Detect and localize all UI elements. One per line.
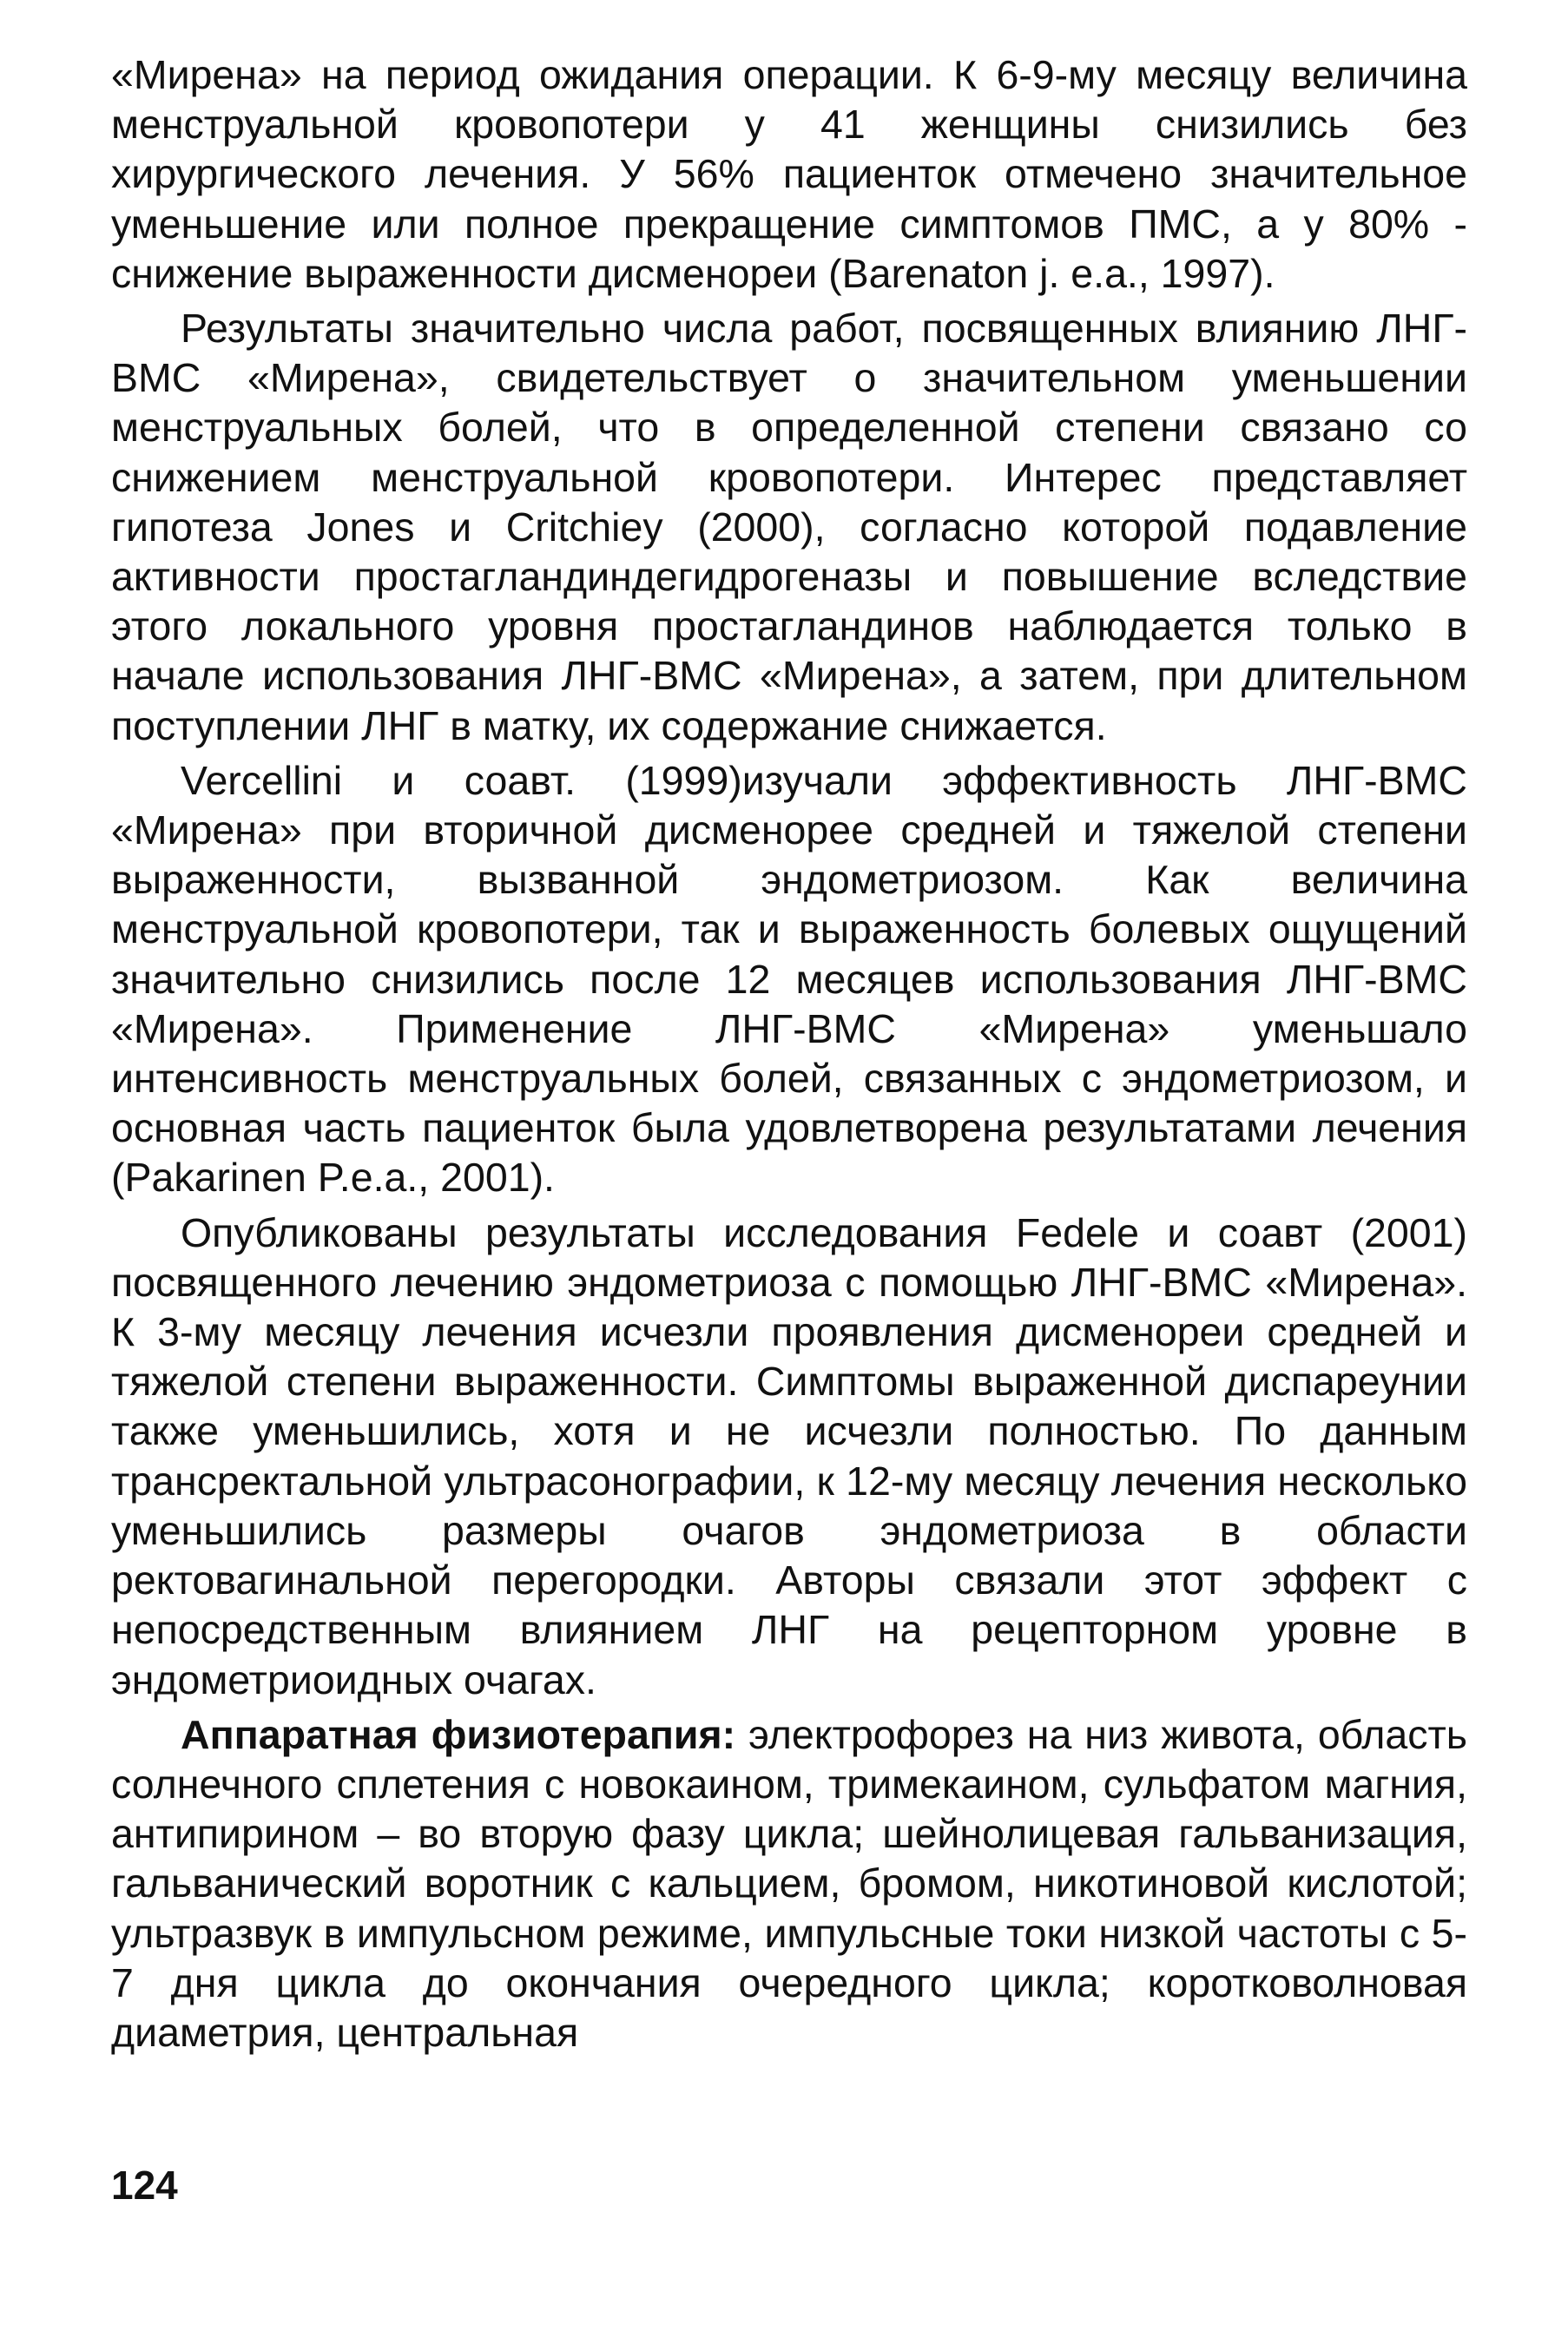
- paragraph-1: [111, 50, 1467, 299]
- paragraph-4: [111, 1208, 1467, 1705]
- paragraph-2: [111, 304, 1467, 751]
- page-body: [111, 50, 1467, 2063]
- paragraph-2-text: Результаты значительно числа работ, посвященных влиянию ЛНГ-ВМС «Мирена», свидетельствует о значительном уменьшении менструальных болей, что в определенной степени связано со снижением менструальной кровопотери. Интерес представляет гипотеза Jones и Critchiey (2000), согласно которой подавление активности простагландиндегидрогеназы и повышение вследствие этого локального уровня простагландинов наблюдается только в начале использования ЛНГ-ВМС «Мирена», а затем, при длительном поступлении ЛНГ в матку, их содержание снижается.: [111, 306, 1467, 748]
- paragraph-3-text: Vercellini и соавт. (1999)изучали эффективность ЛНГ-ВМС «Мирена» при вторичной дисменорее средней и тяжелой степени выраженности, вызванной эндометриозом. Как величина менструальной кровопотери, так и выраженность болевых ощущений значительно снизились после 12 месяцев использования ЛНГ-ВМС «Мирена». Применение ЛНГ-ВМС «Мирена» уменьшало интенсивность менструальных болей, связанных с эндометриозом, и основная часть пациенток была удовлетворена результатами лечения (Pakarinen P.e.a., 2001).: [111, 757, 1467, 1201]
- page-number: 124: [111, 2163, 178, 2208]
- paragraph-3: [111, 756, 1467, 1203]
- paragraph-5: [111, 1710, 1467, 2058]
- paragraph-4-text: Опубликованы результаты исследования Fedele и соавт (2001) посвященного лечению эндометриоза с помощью ЛНГ-ВМС «Мирена». К 3-му месяцу лечения исчезли проявления дисменореи средней и тяжелой степени выраженности. Симптомы выраженной диспареунии также уменьшились, хотя и не исчезли полностью. По данным трансректальной ультрасонографии, к 12-му месяцу лечения несколько уменьшились размеры очагов эндометриоза в области ректовагинальной перегородки. Авторы связали этот эффект с непосредственным влиянием ЛНГ на рецепторном уровне в эндометриоидных очагах.: [111, 1209, 1467, 1702]
- paragraph-5-lead: Аппаратная физиотерапия:: [181, 1711, 736, 1757]
- paragraph-5-text: электрофорез на низ живота, область солнечного сплетения с новокаином, тримекаином, сульфатом магния, антипирином – во вторую фазу цикла; шейнолицевая гальванизация, гальванический воротник с кальцием, бромом, никотиновой кислотой; ультразвук в импульсном режиме, импульсные токи низкой частоты с 5-7 дня цикла до окончания очередного цикла; коротковолновая диаметрия, центральная: [111, 1711, 1467, 2055]
- paragraph-1-text: «Мирена» на период ожидания операции. К 6-9-му месяцу величина менструальной кровопотери у 41 женщины снизились без хирургического лечения. У 56% пациенток отмечено значительное уменьшение или полное прекращение симптомов ПМС, а у 80% - снижение выраженности дисменореи (Barenaton j. e.a., 1997).: [111, 52, 1467, 296]
